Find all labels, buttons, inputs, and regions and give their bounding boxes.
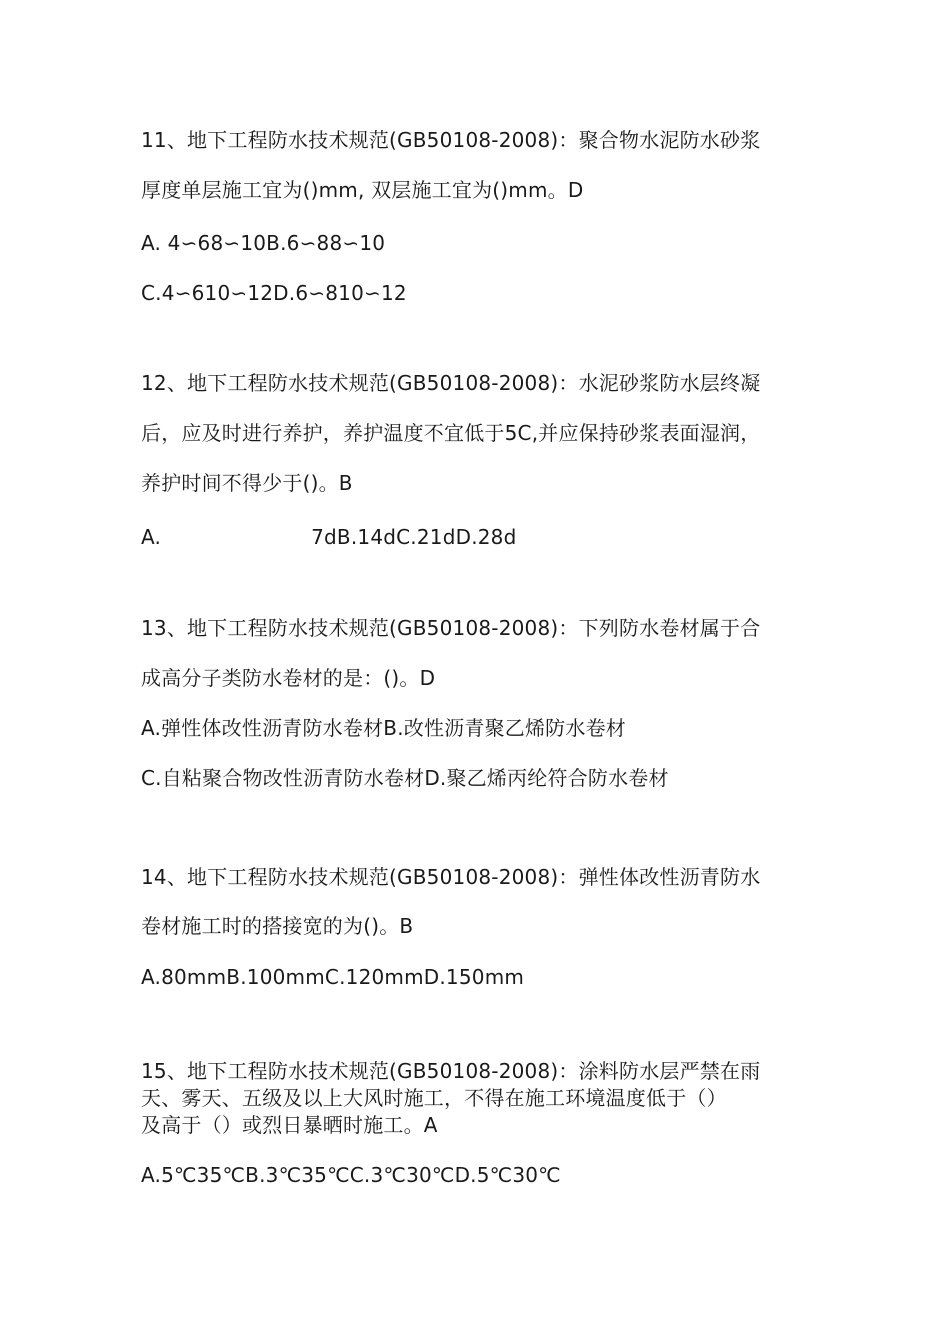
question-11-line-2: 厚度单层施工宜为()mm, 双层施工宜为()mm。D [141, 178, 584, 202]
question-15-line-3: 及高于（）或烈日暴晒时施工。A [141, 1113, 438, 1137]
question-14-line-1: 14、地下工程防水技术规范(GB50108-2008)：弹性体改性沥青防水 [141, 865, 761, 889]
question-13-line-2: 成高分子类防水卷材的是：()。D [141, 666, 436, 690]
question-11-options-line-2: C.4∽610∽12D.6∽810∽12 [141, 281, 407, 305]
question-15-line-2: 天、雾天、五级及以上大风时施工，不得在施工环境温度低于（） [141, 1086, 727, 1110]
question-12-option-rest: 7dB.14dC.21dD.28d [311, 525, 517, 549]
question-13-line-1: 13、地下工程防水技术规范(GB50108-2008)：下列防水卷材属于合 [141, 616, 761, 640]
question-13-options-line-2: C.自粘聚合物改性沥青防水卷材D.聚乙烯丙纶符合防水卷材 [141, 766, 669, 790]
question-13-options-line-1: A.弹性体改性沥青防水卷材B.改性沥青聚乙烯防水卷材 [141, 716, 626, 740]
question-12-line-3: 养护时间不得少于()。B [141, 471, 353, 495]
question-12-options-line [141, 524, 517, 550]
question-11-line-1: 11、地下工程防水技术规范(GB50108-2008)：聚合物水泥防水砂浆 [141, 128, 761, 152]
question-15-line-1: 15、地下工程防水技术规范(GB50108-2008)：涂料防水层严禁在雨 [141, 1059, 761, 1083]
question-14-options-line: A.80mmB.100mmC.120mmD.150mm [141, 965, 525, 989]
question-11-options-line-1: A. 4∽68∽10B.6∽88∽10 [141, 231, 386, 255]
question-12-option-prefix: A. [141, 525, 162, 549]
question-12-line-2: 后，应及时进行养护，养护温度不宜低于5C,并应保持砂浆表面湿润， [141, 421, 761, 445]
question-12-line-1: 12、地下工程防水技术规范(GB50108-2008)：水泥砂浆防水层终凝 [141, 371, 761, 395]
question-15-options-line: A.5℃35℃B.3℃35℃C.3℃30℃D.5℃30℃ [141, 1163, 561, 1187]
question-14-line-2: 卷材施工时的搭接宽的为()。B [141, 914, 414, 938]
